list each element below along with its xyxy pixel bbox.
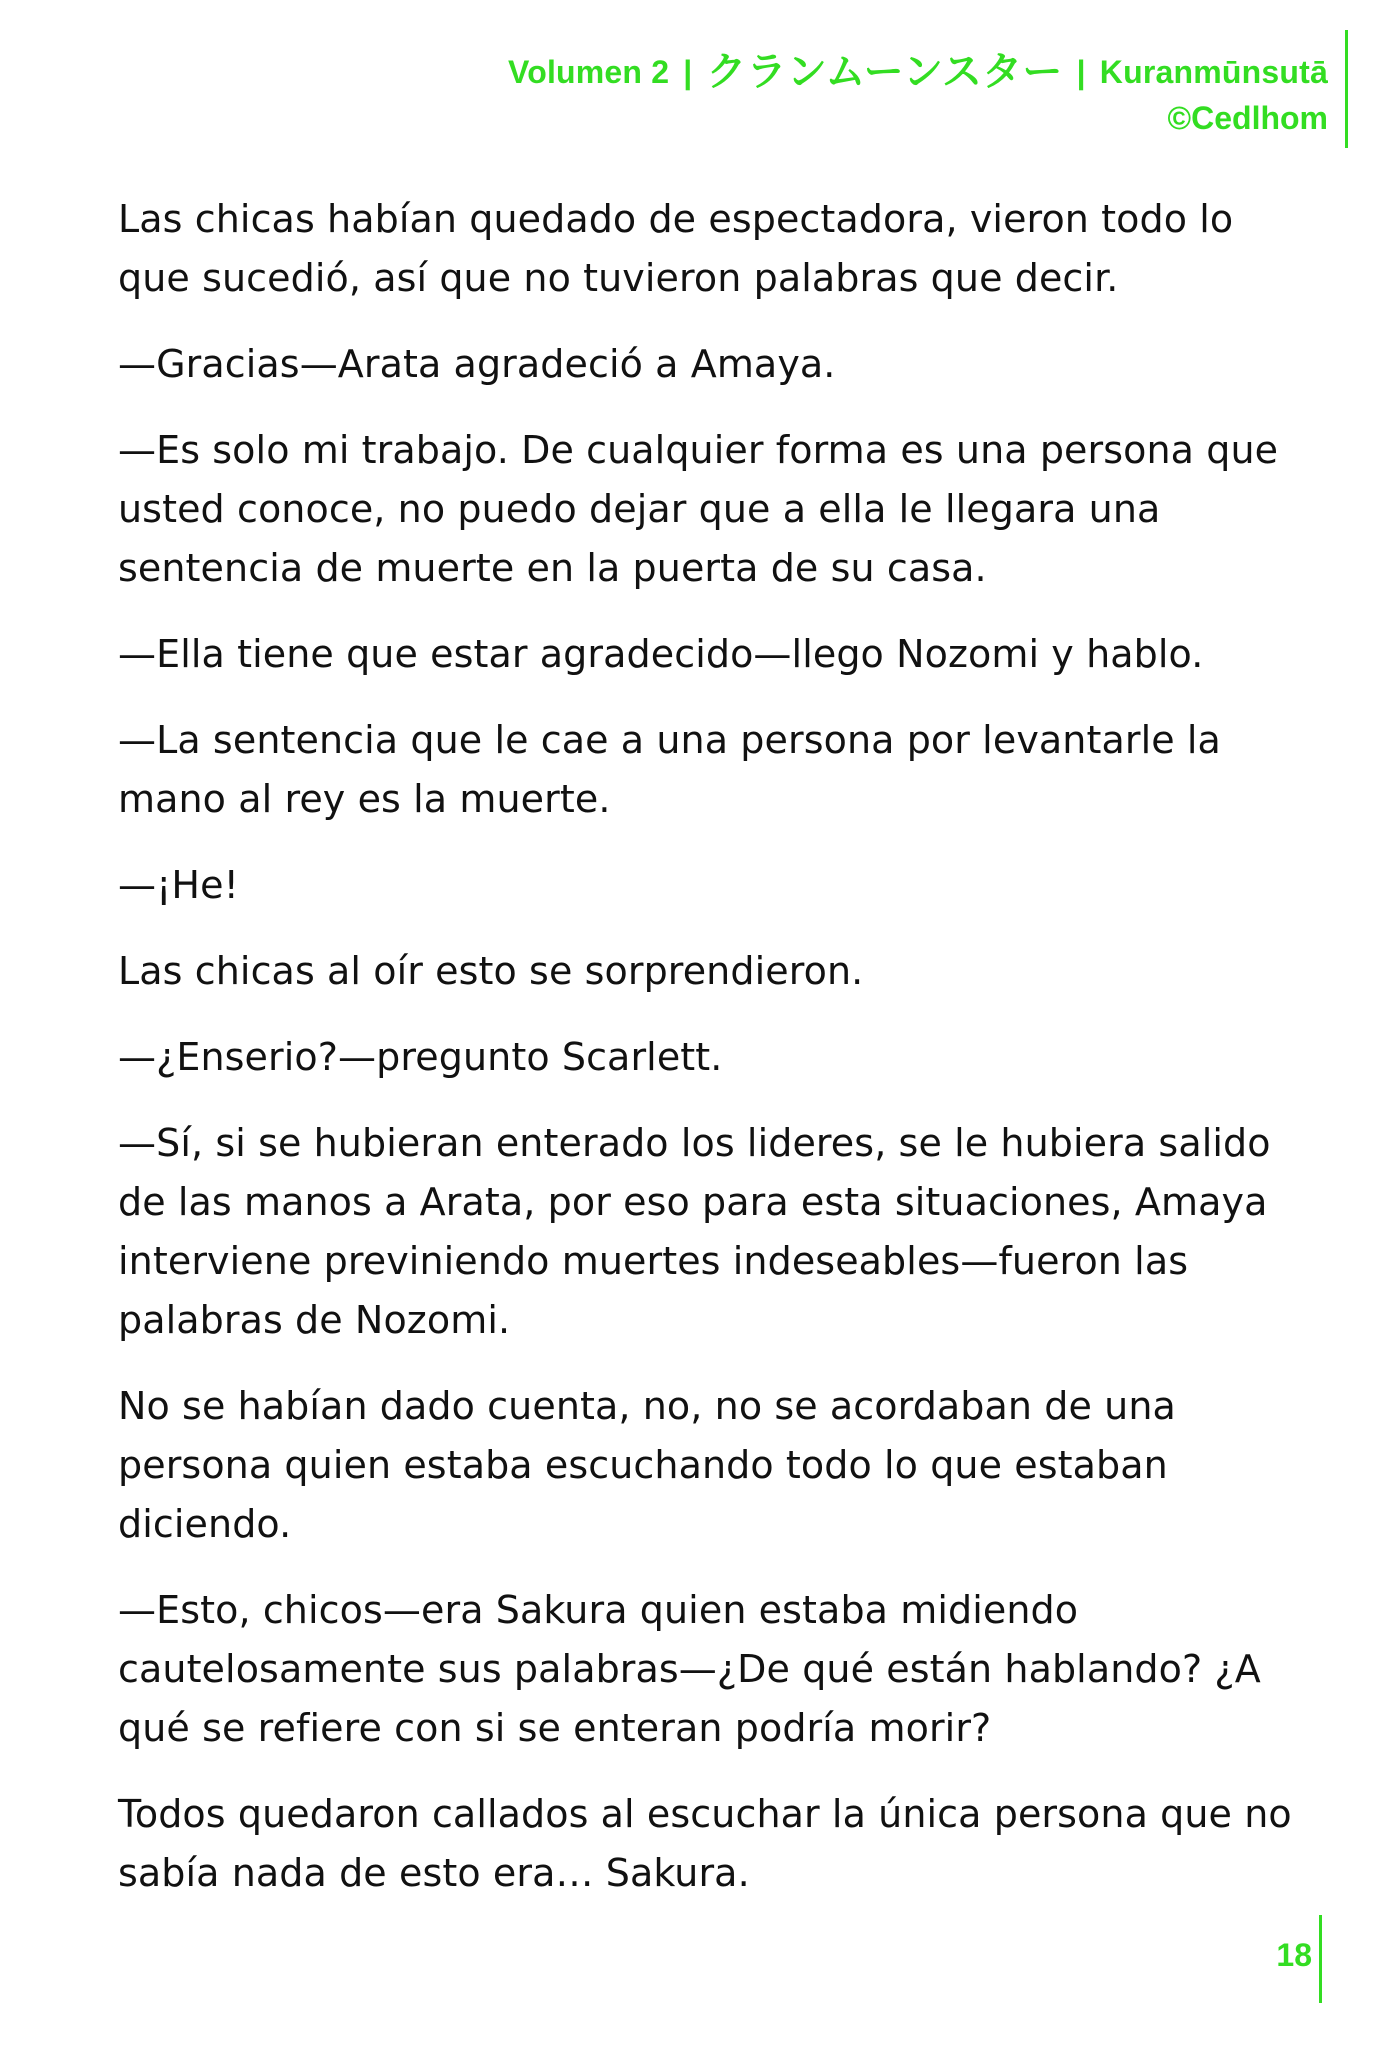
page-footer xyxy=(0,1915,1400,2005)
footer-divider xyxy=(1319,1915,1322,2003)
paragraph-2: —Gracias—Arata agradeció a Amaya. xyxy=(118,342,836,386)
paragraph-8: —¿Enserio?—pregunto Scarlett. xyxy=(118,1035,723,1079)
page-number: 18 xyxy=(1276,1937,1312,1973)
paragraph-6: —¡He! xyxy=(118,863,239,907)
header-title-line xyxy=(508,40,1328,97)
series-title-japanese: クランムーンスター xyxy=(706,50,1063,94)
page-header xyxy=(0,30,1400,150)
paragraph-3: —Es solo mi trabajo. De cualquier forma es una persona que usted conoce, no puedo dejar que a ella le llegara una sentencia de muerte en la puerta de su casa. xyxy=(118,428,1279,590)
volume-label: Volumen 2 xyxy=(508,54,670,90)
copyright-notice: ©Cedlhom xyxy=(1167,100,1328,136)
series-title-romaji: Kuranmūnsutā xyxy=(1099,54,1328,90)
page-body xyxy=(118,190,1308,1930)
paragraph-11: —Esto, chicos—era Sakura quien estaba midiendo cautelosamente sus palabras—¿De qué están hablando? ¿A qué se refiere con si se enteran podría morir? xyxy=(118,1588,1261,1750)
header-divider xyxy=(1345,30,1348,148)
header-separator-2: | xyxy=(1076,54,1086,90)
paragraph-10: No se habían dado cuenta, no, no se acordaban de una persona quien estaba escuchando todo lo que estaban diciendo. xyxy=(118,1384,1176,1546)
paragraph-9: —Sí, si se hubieran enterado los lideres, se le hubiera salido de las manos a Arata, por eso para esta situaciones, Amaya interviene previniendo muertes indeseables—fueron las palabras de Nozomi. xyxy=(118,1121,1271,1342)
paragraph-12: Todos quedaron callados al escuchar la única persona que no sabía nada de esto era… Sakura. xyxy=(118,1792,1292,1895)
paragraph-1: Las chicas habían quedado de espectadora, vieron todo lo que sucedió, así que no tuvieron palabras que decir. xyxy=(118,197,1234,300)
paragraph-7: Las chicas al oír esto se sorprendieron. xyxy=(118,949,864,993)
header-separator-1: | xyxy=(683,54,693,90)
paragraph-4: —Ella tiene que estar agradecido—llego Nozomi y hablo. xyxy=(118,632,1204,676)
paragraph-5: —La sentencia que le cae a una persona por levantarle la mano al rey es la muerte. xyxy=(118,718,1221,821)
